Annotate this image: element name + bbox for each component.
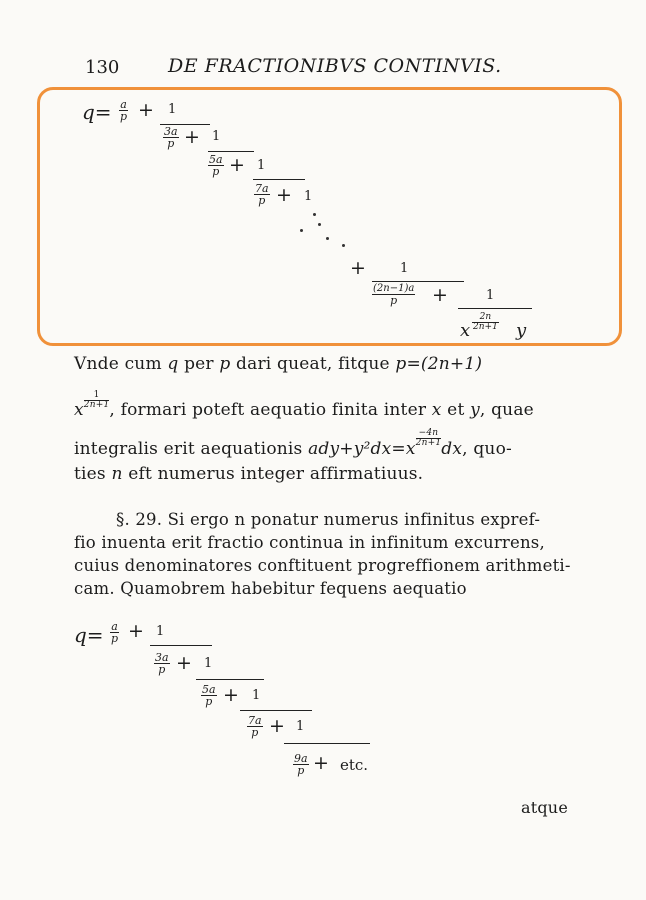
fraction-bar: [208, 151, 254, 152]
exp-bottom: 2n+1: [83, 400, 110, 410]
paragraph-2-line-3: cuius denominatores conftituent progreffionem arithmeti-: [74, 556, 571, 575]
running-title: DE FRACTIONIBVS CONTINVIS.: [168, 55, 502, 77]
fraction-bar: [196, 679, 264, 680]
term-den: p: [254, 194, 270, 206]
var-x: x: [431, 400, 442, 420]
numerator-one: 1: [400, 261, 409, 276]
text-run: per: [178, 354, 220, 374]
ellipsis-dot: [326, 237, 329, 240]
term-num: 5a: [202, 683, 216, 696]
exponent: [416, 429, 442, 448]
plus-sign: +: [432, 284, 448, 306]
text-run: , formari poteft aequatio finita inter: [109, 400, 432, 420]
numerator-one: 1: [486, 288, 495, 303]
var-x: x: [74, 400, 84, 420]
term-den: p: [293, 764, 309, 776]
paragraph-1-line-2: [74, 390, 534, 420]
term-den: p: [154, 663, 170, 675]
etc-label: etc.: [340, 756, 369, 774]
fraction-bar: [372, 281, 464, 282]
term-num: 9a: [294, 752, 308, 765]
text-run: eft numerus integer affirmatiuus.: [122, 464, 424, 484]
plus-sign: +: [229, 154, 245, 176]
numerator-one: 1: [168, 102, 177, 117]
exp-den: 2n+1: [473, 322, 498, 332]
term-den: p: [208, 165, 224, 177]
page-number: 130: [85, 57, 120, 78]
term-num: (2n−1)a: [373, 283, 415, 294]
fraction-bar: [458, 308, 532, 309]
fraction-term-last: [372, 284, 415, 306]
text-run: , quo-: [462, 439, 512, 459]
fraction-term-3a: [163, 126, 179, 149]
plus-sign: +: [128, 620, 144, 642]
term-den: p: [163, 137, 179, 149]
exp-top: 1: [84, 391, 110, 401]
plus-sign: +: [276, 184, 292, 206]
term-den: p: [372, 294, 415, 306]
plus-sign: +: [350, 257, 366, 279]
numerator-one: 1: [156, 624, 165, 639]
catchword: atque: [521, 798, 568, 817]
exp-num: 2n: [479, 312, 492, 322]
term-den: p: [201, 695, 217, 707]
text-run: integralis erit aequationis: [74, 439, 309, 459]
plus-sign: +: [138, 99, 154, 121]
ellipsis-dot: [313, 213, 316, 216]
fraction-bar: [253, 179, 305, 180]
ellipsis-dot: [318, 223, 321, 226]
paragraph-2-line-2: fio inuenta erit fractio continua in infinitum excurrens,: [74, 533, 545, 552]
var-n: n: [111, 464, 123, 484]
numerator-one: 1: [212, 129, 221, 144]
fraction-bar: [284, 743, 370, 744]
paragraph-2-line-4: cam. Quamobrem habebitur fequens aequatio: [74, 579, 467, 598]
ellipsis-dot: [300, 229, 303, 232]
term-num: 5a: [209, 153, 223, 166]
text-run: dari queat, fitque: [230, 354, 396, 374]
paragraph-1-line-4: [74, 466, 423, 483]
formula-dx: dx: [441, 439, 463, 459]
fraction-term-5a: [208, 154, 224, 177]
fraction-term-9a: [293, 753, 309, 776]
text-run: Vnde cum: [74, 354, 168, 374]
exponent: [84, 391, 110, 410]
text-run: , quae: [479, 400, 534, 420]
plus-sign: +: [184, 126, 200, 148]
numerator-one: 1: [304, 189, 313, 204]
numerator-one: 1: [257, 158, 266, 173]
tail-x: x: [460, 320, 471, 341]
fraction-term-5a: [201, 684, 217, 707]
var-q: q: [167, 354, 179, 374]
plus-sign: +: [269, 715, 285, 737]
numerator-one: 1: [252, 688, 261, 703]
formula: p=(2n+1): [395, 354, 483, 374]
tail-exponent: [472, 313, 499, 332]
term-den: p: [247, 726, 263, 738]
ellipsis-dot: [342, 244, 345, 247]
plus-sign: +: [313, 752, 329, 774]
fraction-term-3a: [154, 652, 170, 675]
numerator-one: 1: [296, 719, 305, 734]
formula: ady+y²dx=x: [308, 439, 416, 459]
fraction-lead: q=: [82, 100, 112, 124]
paragraph-2-line-1: §. 29. Si ergo n ponatur numerus infinitus expref-: [116, 510, 541, 529]
var-y: y: [470, 400, 480, 420]
term-den: p: [120, 110, 128, 123]
exp-top: −4n: [416, 429, 442, 439]
term-num: 3a: [164, 125, 178, 138]
numerator-one: 1: [204, 656, 213, 671]
fraction-first-term: [119, 99, 128, 122]
term-num: 7a: [255, 182, 269, 195]
tail-y: y: [516, 320, 527, 341]
term-num: 3a: [155, 651, 169, 664]
paragraph-1-line-1: [74, 356, 482, 373]
fraction-bar: [150, 645, 212, 646]
text-run: et: [441, 400, 471, 420]
term-num: a: [111, 620, 118, 633]
term-num: 7a: [248, 714, 262, 727]
fraction-term-7a: [254, 183, 270, 206]
term-den: p: [111, 632, 119, 645]
exp-bottom: 2n+1: [415, 438, 442, 448]
plus-sign: +: [176, 652, 192, 674]
fraction-bar: [240, 710, 312, 711]
highlight-box: [37, 87, 622, 346]
fraction-term-7a: [247, 715, 263, 738]
var-p: p: [219, 354, 231, 374]
plus-sign: +: [223, 684, 239, 706]
paragraph-1-line-3: [74, 428, 512, 459]
text-run: ties: [74, 464, 112, 484]
fraction-lead: q=: [74, 623, 104, 647]
term-num: a: [120, 98, 127, 111]
fraction-first-term: [110, 621, 119, 644]
